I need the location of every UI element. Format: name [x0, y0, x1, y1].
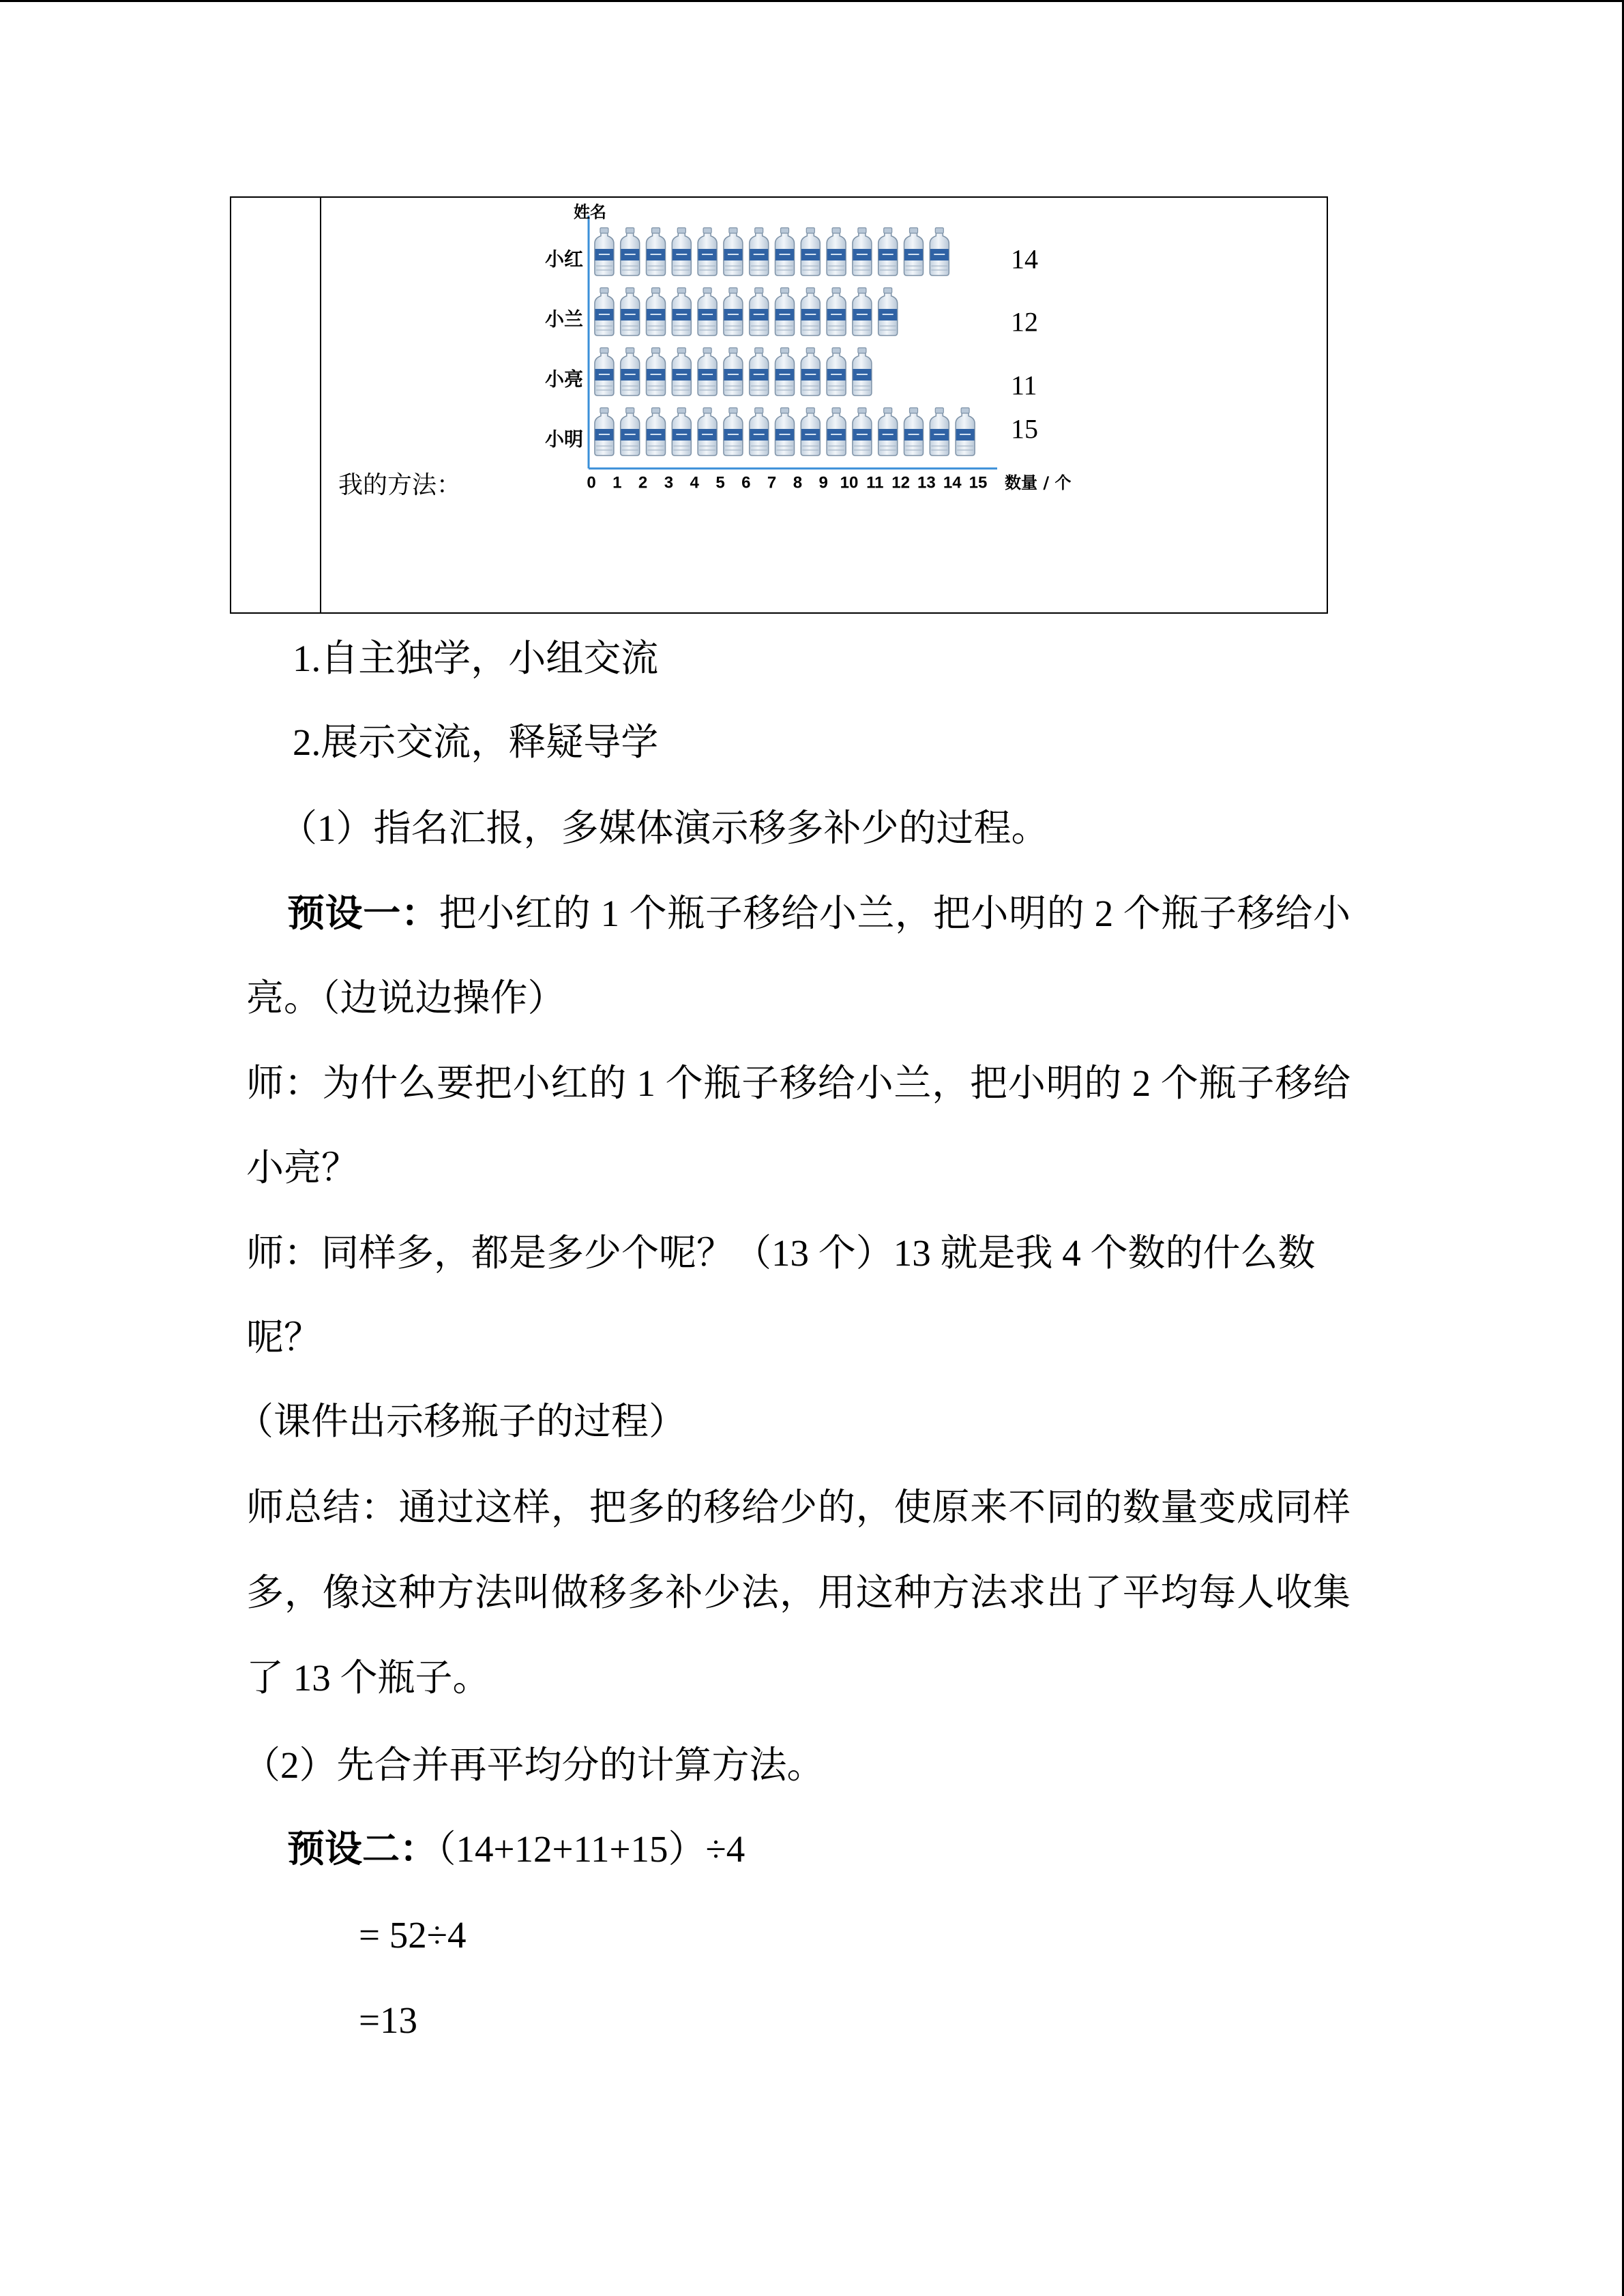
preset-1-text: 把小红的 1 个瓶子移给小兰，把小明的 2 个瓶子移给小	[439, 893, 1350, 934]
x-tick-label: 3	[664, 473, 674, 492]
bottle-label-print	[780, 314, 791, 315]
bottle-cap	[677, 348, 685, 353]
bottle-mark	[647, 288, 666, 336]
x-tick-label: 13	[917, 473, 936, 492]
bottle-cap	[703, 228, 711, 233]
bottle-mark	[827, 348, 846, 396]
bottle-mark	[930, 228, 949, 275]
bottle-cap	[652, 348, 660, 353]
bottle-cap	[781, 228, 789, 233]
bottle-cap	[781, 348, 789, 353]
x-tick-label: 9	[818, 473, 828, 492]
bottle-cap	[755, 348, 763, 353]
bottle-label-print	[651, 374, 662, 375]
bottle-cap	[884, 228, 892, 233]
bottle-label-print	[599, 374, 610, 375]
bottle-mark	[698, 408, 717, 456]
bottle-label-print	[831, 374, 842, 375]
bottle-label-print	[625, 434, 636, 435]
bottle-label-print	[702, 314, 713, 315]
bottle-mark	[750, 408, 769, 456]
bottle-label-print	[780, 434, 791, 435]
bottle-label-print	[676, 254, 687, 255]
bottle-label-print	[728, 254, 739, 255]
bottle-cap	[832, 288, 840, 293]
bottle-mark	[621, 288, 640, 336]
bottle-cap	[935, 228, 943, 233]
part-1-heading: （1）指名汇报，多媒体演示移多补少的过程。	[280, 807, 1049, 849]
x-tick-label: 14	[943, 473, 962, 492]
bottle-mark	[904, 408, 924, 456]
bottle-label-print	[909, 254, 919, 255]
bottle-label-print	[805, 434, 816, 435]
step-1-heading: 1.自主独学，小组交流	[293, 638, 659, 679]
bottle-cap	[703, 348, 711, 353]
calculation-step: = 52÷4	[359, 1914, 467, 1956]
bottle-mark	[776, 288, 795, 336]
bottle-mark	[853, 408, 872, 456]
bottle-mark	[801, 408, 820, 456]
bottle-mark	[672, 288, 691, 336]
bottle-label-print	[805, 254, 816, 255]
bottle-mark	[672, 228, 691, 275]
bottle-label-print	[651, 434, 662, 435]
bottle-cap	[806, 228, 814, 233]
bottle-mark	[801, 348, 820, 396]
bottle-label-print	[676, 374, 687, 375]
bottle-cap	[910, 408, 918, 413]
bottle-label-print	[805, 314, 816, 315]
bottle-cap	[652, 228, 660, 233]
bottle-mark	[879, 228, 898, 275]
bottle-cap	[832, 408, 840, 413]
value-label: 15	[1011, 413, 1038, 445]
bottle-label-print	[883, 314, 894, 315]
bottle-cap	[600, 408, 608, 413]
bottle-cap	[626, 348, 634, 353]
bottle-label-print	[909, 434, 919, 435]
bottle-label-print	[754, 314, 765, 315]
bottle-cap	[677, 228, 685, 233]
teacher-summary-line: 了 13 个瓶子。	[246, 1657, 490, 1699]
teacher-question-2-line-continued: 呢？	[246, 1317, 322, 1358]
bottle-cap	[729, 408, 737, 413]
bottle-cap	[626, 408, 634, 413]
bottle-label-print	[934, 254, 945, 255]
bottle-mark	[621, 348, 640, 396]
bottle-cap	[677, 408, 685, 413]
teacher-question-1-line-continued: 小亮？	[246, 1147, 359, 1189]
category-label: 小明	[544, 428, 583, 451]
preset-1-line	[287, 891, 1350, 936]
bottle-label-print	[728, 314, 739, 315]
value-label: 12	[1011, 306, 1038, 338]
bottle-label-print	[599, 254, 610, 255]
category-label: 小兰	[544, 308, 583, 331]
y-axis-title: 姓名	[574, 203, 606, 222]
bottle-cap	[781, 288, 789, 293]
bottle-label-print	[754, 254, 765, 255]
x-tick-label: 5	[715, 473, 725, 492]
bottle-mark	[776, 228, 795, 275]
bottle-label-print	[651, 314, 662, 315]
bottle-label-print	[728, 374, 739, 375]
bottle-mark	[698, 228, 717, 275]
bottle-mark	[724, 348, 743, 396]
bottle-mark	[647, 228, 666, 275]
bottle-cap	[910, 228, 918, 233]
preset-1-label: 预设一：	[287, 893, 439, 934]
bottle-mark	[853, 348, 872, 396]
bottle-pictograph-chart	[0, 0, 1624, 682]
bottle-cap	[729, 228, 737, 233]
bottle-cap	[729, 288, 737, 293]
x-tick-label: 15	[969, 473, 988, 492]
preset-2-label: 预设二：	[287, 1828, 438, 1870]
calculation-result: =13	[359, 1999, 418, 2041]
bottle-label-print	[676, 434, 687, 435]
x-tick-label: 12	[891, 473, 910, 492]
x-tick-label: 11	[866, 473, 884, 492]
bottle-label-print	[831, 434, 842, 435]
bottle-cap	[858, 408, 866, 413]
bottle-label-print	[625, 314, 636, 315]
bottle-label-print	[934, 434, 945, 435]
bottle-label-print	[780, 374, 791, 375]
bottle-mark	[724, 288, 743, 336]
bottle-label-print	[960, 434, 971, 435]
bottle-mark	[750, 348, 769, 396]
bottle-label-print	[805, 374, 816, 375]
bottle-cap	[600, 288, 608, 293]
bottle-cap	[806, 408, 814, 413]
category-label: 小亮	[544, 368, 583, 391]
bottle-mark	[853, 288, 872, 336]
bottle-cap	[935, 408, 943, 413]
bottle-mark	[647, 408, 666, 456]
bottle-mark	[672, 408, 691, 456]
bottle-cap	[961, 408, 969, 413]
bottle-cap	[755, 228, 763, 233]
bottle-label-print	[883, 434, 894, 435]
bottle-label-print	[857, 314, 868, 315]
step-2-heading: 2.展示交流，释疑导学	[293, 721, 659, 763]
bottle-cap	[832, 348, 840, 353]
bottle-mark	[698, 348, 717, 396]
teacher-summary-line: 师总结：通过这样，把多的移给少的，使原来不同的数量变成同样	[246, 1487, 1350, 1528]
bottle-cap	[600, 228, 608, 233]
value-label: 11	[1011, 370, 1037, 401]
bottle-label-print	[754, 374, 765, 375]
bottle-mark	[672, 348, 691, 396]
bottle-cap	[755, 408, 763, 413]
x-tick-label: 4	[690, 473, 699, 492]
bottle-cap	[729, 348, 737, 353]
bottle-label-print	[702, 254, 713, 255]
bottle-cap	[806, 288, 814, 293]
bottle-cap	[652, 288, 660, 293]
part-2-heading: （2）先合并再平均分的计算方法。	[243, 1744, 825, 1786]
bottle-cap	[806, 348, 814, 353]
bottle-mark	[724, 408, 743, 456]
value-label: 14	[1011, 243, 1038, 275]
bottle-cap	[858, 348, 866, 353]
bottle-mark	[930, 408, 949, 456]
bottle-mark	[724, 228, 743, 275]
bottle-label-print	[831, 314, 842, 315]
bottle-label-print	[857, 434, 868, 435]
bottle-label-print	[728, 434, 739, 435]
bottle-mark	[801, 288, 820, 336]
bottle-cap	[626, 228, 634, 233]
bottle-label-print	[651, 254, 662, 255]
bottle-label-print	[857, 254, 868, 255]
bottle-label-print	[831, 254, 842, 255]
my-method-label: 我的方法：	[338, 471, 462, 498]
bottle-cap	[884, 288, 892, 293]
bottle-mark	[827, 288, 846, 336]
teacher-summary-line: 多，像这种方法叫做移多补少法，用这种方法求出了平均每人收集	[246, 1572, 1350, 1613]
bottle-label-print	[676, 314, 687, 315]
bottle-mark	[621, 228, 640, 275]
bottle-cap	[884, 408, 892, 413]
bottle-mark	[801, 228, 820, 275]
bottle-mark	[621, 408, 640, 456]
bottle-mark	[956, 408, 975, 456]
bottle-label-print	[599, 434, 610, 435]
bottle-label-print	[625, 374, 636, 375]
courseware-note: （课件出示移瓶子的过程）	[236, 1401, 687, 1442]
bottle-label-print	[625, 254, 636, 255]
bottle-mark	[595, 408, 614, 456]
bottle-label-print	[599, 314, 610, 315]
bottle-cap	[858, 288, 866, 293]
x-axis-title: 数量 / 个	[1005, 473, 1072, 492]
category-label: 小红	[544, 248, 583, 271]
bottle-mark	[595, 288, 614, 336]
bottle-cap	[755, 288, 763, 293]
bottle-cap	[703, 288, 711, 293]
bottle-mark	[853, 228, 872, 275]
teacher-question-2-line: 师：同样多，都是多少个呢？（13 个）13 就是我 4 个数的什么数	[246, 1232, 1316, 1274]
bottle-label-print	[883, 254, 894, 255]
bottle-mark	[904, 228, 924, 275]
preset-1-line-continued: 亮。（边说边操作）	[246, 977, 565, 1019]
bottle-label-print	[857, 374, 868, 375]
bottle-label-print	[702, 374, 713, 375]
bottle-mark	[776, 348, 795, 396]
bottle-cap	[858, 228, 866, 233]
x-tick-label: 6	[741, 473, 751, 492]
bottle-mark	[647, 348, 666, 396]
bottle-mark	[750, 288, 769, 336]
teacher-question-1-line: 师：为什么要把小红的 1 个瓶子移给小兰，把小明的 2 个瓶子移给	[246, 1062, 1350, 1104]
x-tick-label: 10	[840, 473, 859, 492]
x-tick-label: 1	[612, 473, 622, 492]
bottle-mark	[879, 288, 898, 336]
x-tick-label: 7	[767, 473, 777, 492]
x-tick-label: 2	[638, 473, 648, 492]
bottle-cap	[781, 408, 789, 413]
x-tick-label: 0	[587, 473, 596, 492]
preset-2-expression: （14+12+11+15）÷4	[437, 1828, 745, 1870]
bottle-mark	[595, 228, 614, 275]
x-tick-label: 8	[793, 473, 803, 492]
bottle-mark	[595, 348, 614, 396]
bottle-mark	[750, 228, 769, 275]
bottle-cap	[652, 408, 660, 413]
bottle-label-print	[780, 254, 791, 255]
bottle-mark	[827, 228, 846, 275]
bottle-cap	[600, 348, 608, 353]
bottle-mark	[776, 408, 795, 456]
bottle-mark	[827, 408, 846, 456]
preset-2-line	[287, 1827, 745, 1872]
bottle-mark	[879, 408, 898, 456]
bottle-cap	[677, 288, 685, 293]
bottle-cap	[626, 288, 634, 293]
bottle-label-print	[702, 434, 713, 435]
bottle-cap	[832, 228, 840, 233]
bottle-cap	[703, 408, 711, 413]
bottle-mark	[698, 288, 717, 336]
bottle-label-print	[754, 434, 765, 435]
